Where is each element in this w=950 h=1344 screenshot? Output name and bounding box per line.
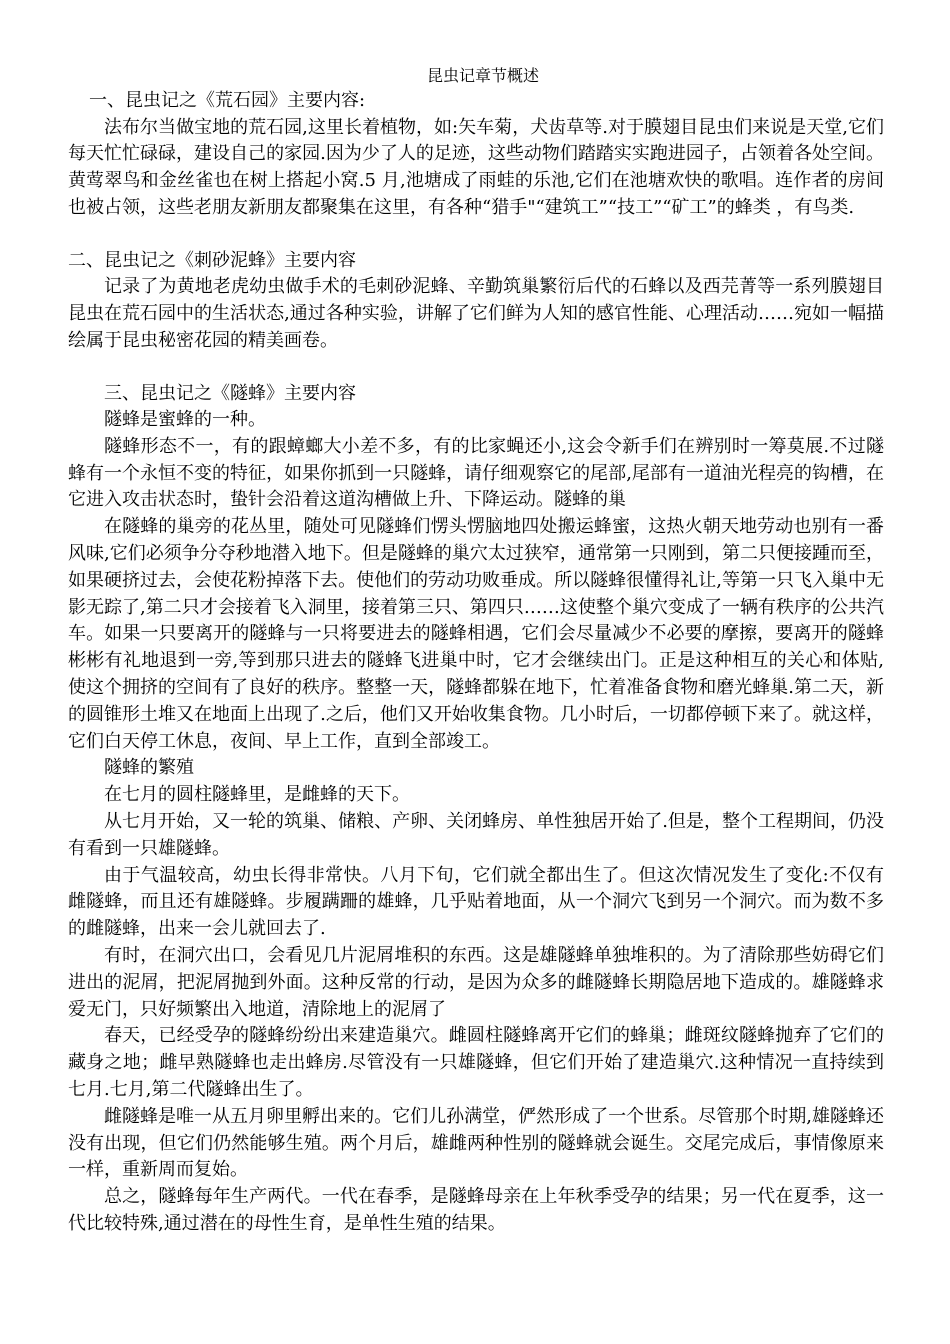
paragraph: 雌隧蜂是唯一从五月卵里孵出来的。它们儿孙满堂，俨然形成了一个世系。尽管那个时期,雄隧蜂还没有出现，但它们仍然能够生殖。两个月后，雄雌两种性别的隧蜂就会诞生。交尾完成后，事情像原来一样，重新周而复始。 bbox=[68, 1105, 884, 1181]
section-2 bbox=[68, 248, 884, 355]
paragraph: 有时，在洞穴出口，会看见几片泥屑堆积的东西。这是雄隧蜂单独堆积的。为了清除那些妨碍它们进出的泥屑，把泥屑抛到外面。这种反常的行动，是因为众多的雌隧蜂长期隐居地下造成的。雄隧蜂求爱无门，只好频繁出入地道，清除地上的泥屑了 bbox=[68, 945, 884, 1020]
document-page bbox=[68, 64, 884, 1238]
paragraph: 春天，已经受孕的隧蜂纷纷出来建造巢穴。雌圆柱隧蜂离开它们的蜂巢；雌斑纹隧蜂抛弃了它们的藏身之地；雌早熟隧蜂也走出蜂房.尽管没有一只雄隧蜂，但它们开始了建造巢穴.这种情况一直持续到七月.七月,第二代隧蜂出生了。 bbox=[68, 1025, 884, 1100]
paragraph: 在隧蜂的巢旁的花丛里，随处可见隧蜂们愣头愣脑地四处搬运蜂蜜，这热火朝天地劳动也别有一番风味,它们必须争分夺秒地潜入地下。但是隧蜂的巢穴太过狭窄，通常第一只刚到，第二只便接踵而至，如果硬挤过去，会使花粉掉落下去。使他们的劳动功败垂成。所以隧蜂很懂得礼让,等第一只飞入巢中无影无踪了,第二只才会接着飞入洞里，接着第三只、第四只……这使整个巢穴变成了一辆有秩序的公共汽车。如果一只要离开的隧蜂与一只将要进去的隧蜂相遇，它们会尽量减少不必要的摩擦，要离开的隧蜂彬彬有礼地退到一旁,等到那只进去的隧蜂飞进巢中时，它才会继续出门。正是这种相互的关心和体贴,使这个拥挤的空间有了良好的秩序。整整一天，隧蜂都躲在地下，忙着准备食物和磨光蜂巢.第二天，新的圆锥形土堆又在地面上出现了.之后，他们又开始收集食物。几小时后，一切都停顿下来了。就这样，它们白天停工休息，夜间、早上工作，直到全部竣工。 bbox=[68, 516, 884, 752]
paragraph: 由于气温较高，幼虫长得非常快。八月下旬，它们就全都出生了。但这次情况发生了变化:不仅有雌隧蜂，而且还有雄隧蜂。步履蹒跚的雄蜂，几乎贴着地面，从一个洞穴飞到另一个洞穴。而为数不多的雌隧蜂，出来一会儿就回去了. bbox=[68, 864, 884, 940]
document-title: 昆虫记章节概述 bbox=[426, 66, 539, 85]
section-3 bbox=[68, 381, 884, 1238]
blank-line bbox=[68, 355, 884, 381]
paragraph: 隧蜂是蜜蜂的一种。 bbox=[104, 409, 266, 431]
blank-line bbox=[68, 222, 884, 248]
paragraph: 隧蜂形态不一，有的跟蟑螂大小差不多，有的比家蝇还小,这会令新手们在辨别时一筹莫展.不过隧蜂有一个永恒不变的特征，如果你抓到一只隧蜂，请仔细观察它的尾部,尾部有一道油光程亮的钩槽，在它进入攻击状态时，蛰针会沿着这道沟槽做上升、下降运动。隧蜂的巢 bbox=[68, 435, 884, 511]
paragraph: 法布尔当做宝地的荒石园,这里长着植物，如:矢车菊，犬齿草等.对于膜翅目昆虫们来说是天堂,它们每天忙忙碌碌，建设自己的家园.因为少了人的足迹，这些动物们踏踏实实跑进园子，占领着各处空间。黄莺翠鸟和金丝雀也在树上搭起小窝.5 月,池塘成了雨蛙的乐池,它们在池塘欢快的歌唱。连作者的房间也被占领，这些老朋友新朋友都聚集在这里，有各种“猎手"“建筑工”“技工”“矿工”的蜂类 ，有鸟类. bbox=[68, 116, 884, 218]
section-heading: 三、昆虫记之《隧蜂》主要内容 bbox=[104, 382, 356, 404]
paragraph: 在七月的圆柱隧蜂里，是雌蜂的天下。 bbox=[104, 784, 410, 806]
paragraph: 记录了为黄地老虎幼虫做手术的毛刺砂泥蜂、辛勤筑巢繁衍后代的石蜂以及西芫菁等一系列膜翅目昆虫在荒石园中的生活状态,通过各种实验，讲解了它们鲜为人知的感官性能、心理活动……宛如一幅描绘属于昆虫秘密花园的精美画卷。 bbox=[68, 276, 884, 351]
paragraph: 总之，隧蜂每年生产两代。一代在春季，是隧蜂母亲在上年秋季受孕的结果；另一代在夏季，这一代比较特殊,通过潜在的母性生育，是单性生殖的结果。 bbox=[68, 1186, 884, 1234]
subheading: 隧蜂的繁殖 bbox=[104, 757, 194, 779]
section-heading: 一、昆虫记之《荒石园》主要内容: bbox=[89, 90, 366, 111]
paragraph: 从七月开始，又一轮的筑巢、储粮、产卵、关闭蜂房、单性独居开始了.但是，整个工程期间，仍没有看到一只雄隧蜂。 bbox=[68, 811, 884, 859]
section-1 bbox=[68, 88, 884, 222]
section-heading: 二、昆虫记之《刺砂泥蜂》主要内容 bbox=[68, 249, 356, 271]
